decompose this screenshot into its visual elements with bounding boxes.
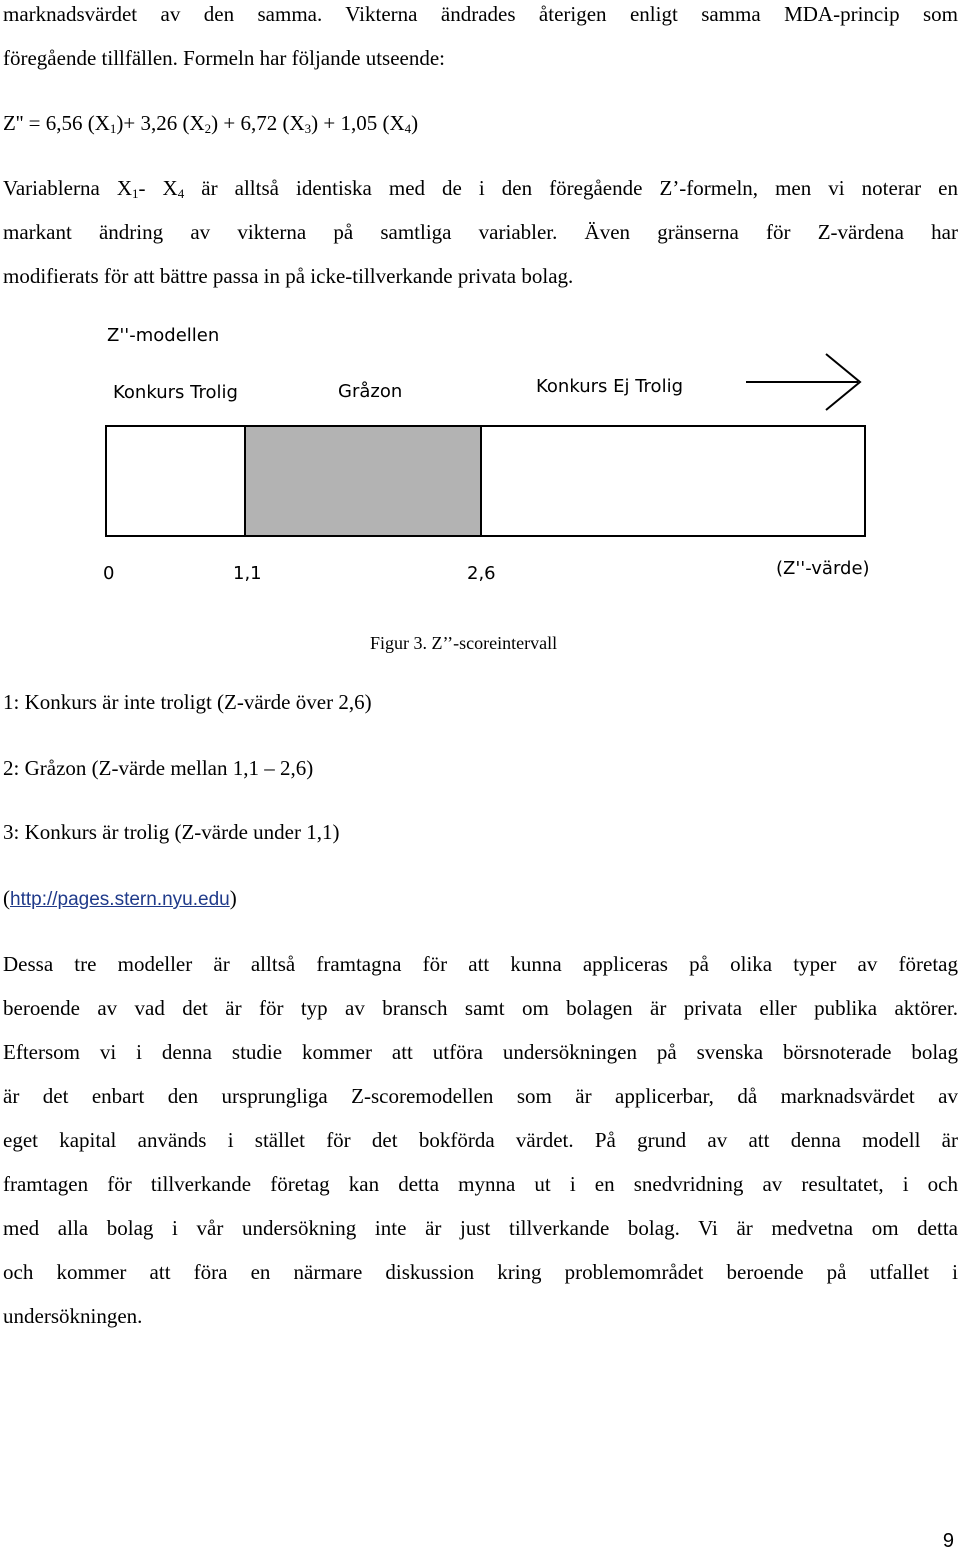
variables-sub: 4 (177, 186, 185, 201)
variables-line-2: markant ändring av vikterna på samtliga variabler. Även gränserna för Z-värdena har (3, 220, 958, 244)
zone-konkurs-ej-trolig (481, 426, 865, 536)
body-line: och kommer att föra en närmare diskussion kring problemområdet beroende på utfallet i (3, 1260, 958, 1284)
figure-title: Z''-modellen (107, 325, 220, 346)
figure-caption: Figur 3. Z’’-scoreintervall (370, 633, 558, 653)
source-paren: ( (3, 886, 10, 910)
z-score-diagram (0, 0, 960, 610)
tick-label-1-1: 1,1 (233, 563, 262, 584)
source-reference (3, 888, 237, 909)
formula-sub: 4 (404, 121, 412, 136)
variables-text: - X (138, 176, 178, 200)
formula-text: )+ 3,26 (X (116, 111, 205, 135)
formula-text: Z'' = 6,56 (X (3, 111, 110, 135)
body-line: eget kapital används i stället för det bokförda värdet. På grund av att denna modell är (3, 1128, 958, 1152)
list-item: 2: Gråzon (Z-värde mellan 1,1 – 2,6) (3, 756, 314, 780)
axis-label-z-value: (Z''-värde) (776, 558, 870, 579)
formula-text: ) + 6,72 (X (211, 111, 305, 135)
variables-text: är alltså identiska med de i den föregående Z’-formeln, men vi noterar en (184, 176, 958, 200)
zone-grazon (245, 426, 481, 536)
source-link[interactable]: http://pages.stern.nyu.edu (10, 889, 230, 910)
formula-sub: 1 (109, 121, 117, 136)
intro-line-2: föregående tillfällen. Formeln har följande utseende: (3, 46, 445, 70)
variables-sub: 1 (132, 186, 139, 201)
arrow-right-icon (746, 354, 860, 410)
body-line: beroende av vad det är för typ av bransch samt om bolagen är privata eller publika aktörer. (3, 996, 958, 1020)
formula-sub: 2 (204, 121, 212, 136)
formula-text: ) (411, 111, 419, 135)
body-line: framtagen för tillverkande företag kan detta mynna ut i en snedvridning av resultatet, i och (3, 1172, 958, 1196)
body-line: med alla bolag i vår undersökning inte är just tillverkande bolag. Vi är medvetna om detta (3, 1216, 958, 1240)
zone-label-konkurs-trolig: Konkurs Trolig (113, 382, 238, 403)
zone-konkurs-trolig (106, 426, 245, 536)
body-line: undersökningen. (3, 1304, 143, 1328)
variables-line-3: modifierats för att bättre passa in på icke-tillverkande privata bolag. (3, 264, 574, 288)
formula-sub: 3 (304, 121, 312, 136)
tick-label-0: 0 (103, 563, 115, 584)
list-item: 3: Konkurs är trolig (Z-värde under 1,1) (3, 820, 340, 844)
source-paren: ) (229, 886, 237, 910)
zone-label-konkurs-ej-trolig: Konkurs Ej Trolig (536, 376, 683, 397)
intro-line-1: marknadsvärdet av den samma. Vikterna ändrades återigen enligt samma MDA-princip som (3, 2, 958, 26)
body-line: Eftersom vi i denna studie kommer att utföra undersökningen på svenska börsnoterade bolag (3, 1040, 958, 1064)
body-line: Dessa tre modeller är alltså framtagna för att kunna appliceras på olika typer av företag (3, 952, 958, 976)
page-number: 9 (942, 1530, 954, 1552)
formula-text: ) + 1,05 (X (311, 111, 405, 135)
variables-text: Variablerna X (3, 176, 132, 200)
list-item: 1: Konkurs är inte troligt (Z-värde över 2,6) (3, 690, 372, 714)
tick-label-2-6: 2,6 (467, 563, 496, 584)
zone-label-grazon: Gråzon (338, 381, 403, 402)
body-line: är det enbart den ursprungliga Z-scoremodellen som är applicerbar, då marknadsvärdet av (3, 1084, 958, 1108)
